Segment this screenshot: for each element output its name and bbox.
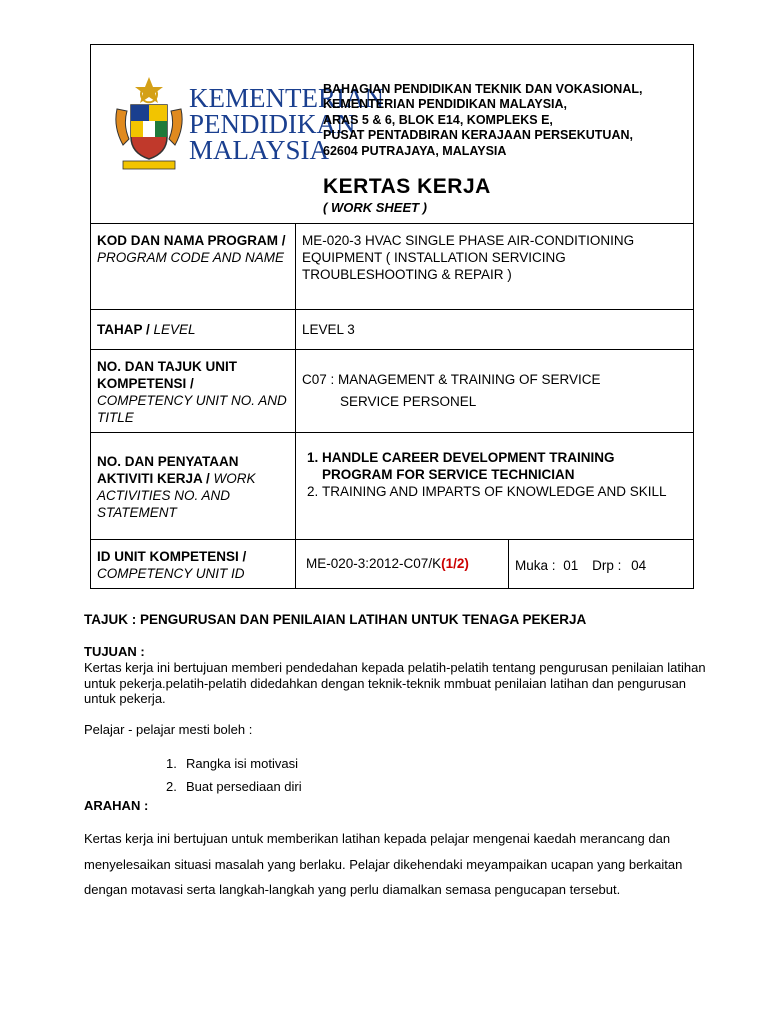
objective-text: Kertas kerja ini bertujuan memberi pendedahan kepada pelatih-pelatih tentang pengurusan penilaian latihan untuk pekerja.pelatih-pelatih didedahkan dengan teknik-teknik mmbuat penilaian latihan dan pengurusan untuk pekerja. bbox=[84, 660, 706, 706]
objective-heading: TUJUAN : bbox=[84, 644, 145, 659]
unit-label bbox=[91, 350, 296, 432]
level-label-english: LEVEL bbox=[153, 322, 196, 337]
activities-label-english: WORK ACTIVITIES NO. AND STATEMENT bbox=[97, 471, 256, 520]
activities-label-malay: NO. DAN PENYATAAN AKTIVITI KERJA / bbox=[97, 454, 239, 486]
address-line: BAHAGIAN PENDIDIKAN TEKNIK DAN VOKASIONAL, bbox=[323, 82, 643, 96]
students-list bbox=[166, 752, 466, 798]
unit-row bbox=[91, 349, 693, 432]
ministry-logo bbox=[109, 75, 384, 185]
topic-heading: TAJUK : PENGURUSAN DAN PENILAIAN LATIHAN UNTUK TENAGA PEKERJA bbox=[84, 612, 587, 627]
page-number: 01 bbox=[563, 558, 579, 573]
unit-id-part: (1/2) bbox=[441, 556, 469, 571]
activity-item: 1. HANDLE CAREER DEVELOPMENT TRAINING PROGRAM FOR SERVICE TECHNICIAN bbox=[322, 449, 687, 483]
address-line: PUSAT PENTADBIRAN KERAJAAN PERSEKUTUAN, bbox=[323, 128, 633, 143]
list-item-text: Rangka isi motivasi bbox=[186, 756, 298, 771]
address-line: 62604 PUTRAJAYA, MALAYSIA bbox=[323, 143, 507, 158]
level-label bbox=[91, 310, 296, 349]
instruction-heading: ARAHAN : bbox=[84, 798, 149, 813]
unit-id-label-malay: ID UNIT KOMPETENSI / bbox=[97, 549, 247, 564]
unit-id-label-english: COMPETENCY UNIT ID bbox=[97, 566, 245, 581]
program-label-english: PROGRAM CODE AND NAME bbox=[97, 250, 285, 265]
unit-title-line: C07 : MANAGEMENT & TRAINING OF SERVICE bbox=[302, 372, 601, 387]
program-label bbox=[91, 224, 296, 309]
activities-list bbox=[302, 449, 687, 500]
page-info bbox=[509, 540, 693, 588]
unit-title-line: SERVICE PERSONEL bbox=[340, 394, 477, 409]
logo-text-line: PENDIDIKAN bbox=[189, 109, 356, 139]
program-label-malay: KOD DAN NAMA PROGRAM / bbox=[97, 233, 286, 248]
coat-of-arms-icon bbox=[109, 75, 189, 175]
worksheet-subtitle: ( WORK SHEET ) bbox=[323, 200, 427, 215]
total-pages: 04 bbox=[631, 558, 647, 573]
list-item: 2. Buat persediaan diri bbox=[166, 779, 302, 794]
ministry-address bbox=[323, 82, 642, 159]
unit-id-value bbox=[296, 540, 509, 588]
program-value: ME-020-3 HVAC SINGLE PHASE AIR-CONDITIONING EQUIPMENT ( INSTALLATION SERVICING TROUBLESHOOTING & REPAIR ) bbox=[302, 233, 635, 282]
address-line: ARAS 5 & 6, BLOK E14, KOMPLEKS E, bbox=[323, 112, 553, 127]
worksheet-header bbox=[91, 45, 693, 223]
total-pages-label: Drp : bbox=[592, 558, 622, 573]
activities-label bbox=[91, 433, 296, 539]
students-intro: Pelajar - pelajar mesti boleh : bbox=[84, 722, 253, 737]
instruction-text: Kertas kerja ini bertujuan untuk memberikan latihan kepada pelajar mengenai kaedah merancang dan menyelesaikan situasi masalah yang berlaku. Pelajar dikehendaki meyampaikan ucapan yang berkaitan dengan motavasi serta langkah-langkah yang perlu diamalkan semasa pengucapan tersebut. bbox=[84, 831, 683, 897]
logo-text-line: KEMENTERIAN bbox=[189, 83, 384, 113]
activities-value bbox=[296, 433, 693, 539]
worksheet-title: KERTAS KERJA bbox=[323, 175, 491, 198]
unit-value bbox=[296, 350, 693, 432]
activity-item: 2. TRAINING AND IMPARTS OF KNOWLEDGE AND SKILL bbox=[322, 483, 687, 500]
logo-text-line: MALAYSIA bbox=[189, 135, 330, 165]
address-line: KEMENTERIAN PENDIDIKAN MALAYSIA, bbox=[323, 97, 568, 112]
program-row bbox=[91, 223, 693, 309]
list-item: 1. Rangka isi motivasi bbox=[166, 756, 298, 771]
unit-id-code: ME-020-3:2012-C07/K bbox=[306, 556, 442, 571]
unit-id-row bbox=[91, 539, 693, 588]
level-value: LEVEL 3 bbox=[302, 322, 355, 337]
activities-row bbox=[91, 432, 693, 539]
list-item-text: Buat persediaan diri bbox=[186, 779, 302, 794]
page-label: Muka : bbox=[515, 558, 556, 573]
unit-id-label bbox=[91, 540, 296, 588]
worksheet-table bbox=[90, 44, 694, 589]
level-row bbox=[91, 309, 693, 349]
unit-label-english: COMPETENCY UNIT NO. AND TITLE bbox=[97, 393, 287, 425]
level-label-malay: TAHAP / bbox=[97, 322, 150, 337]
unit-label-malay: NO. DAN TAJUK UNIT KOMPETENSI / bbox=[97, 359, 237, 391]
